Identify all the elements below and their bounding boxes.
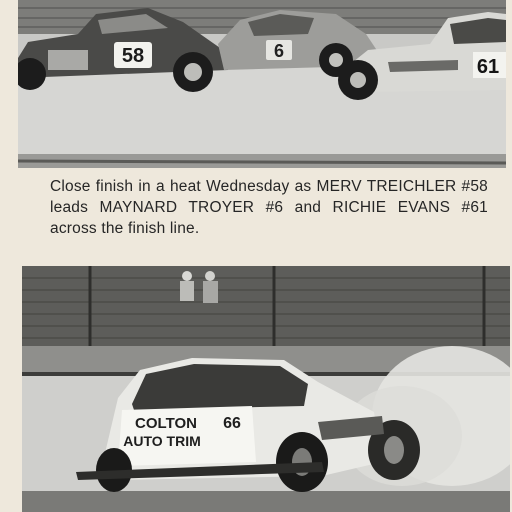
- race-finish-photo: [18, 0, 506, 168]
- car-number-6: 6: [273, 41, 285, 61]
- car-number-61: 61: [476, 56, 500, 78]
- car-sign-line1: COLTON: [135, 415, 197, 432]
- photo-caption: Close finish in a heat Wednesday as MERV TREICHLER #58 leads MAYNARD TROYER #6 and RICHIE EVANS #61 across the finish line.: [50, 178, 488, 237]
- car-sign-line2: AUTO TRIM: [123, 433, 201, 449]
- car-number-66: 66: [223, 415, 241, 432]
- car-number-58: 58: [121, 45, 145, 67]
- colton-auto-trim-car-photo: [22, 266, 510, 512]
